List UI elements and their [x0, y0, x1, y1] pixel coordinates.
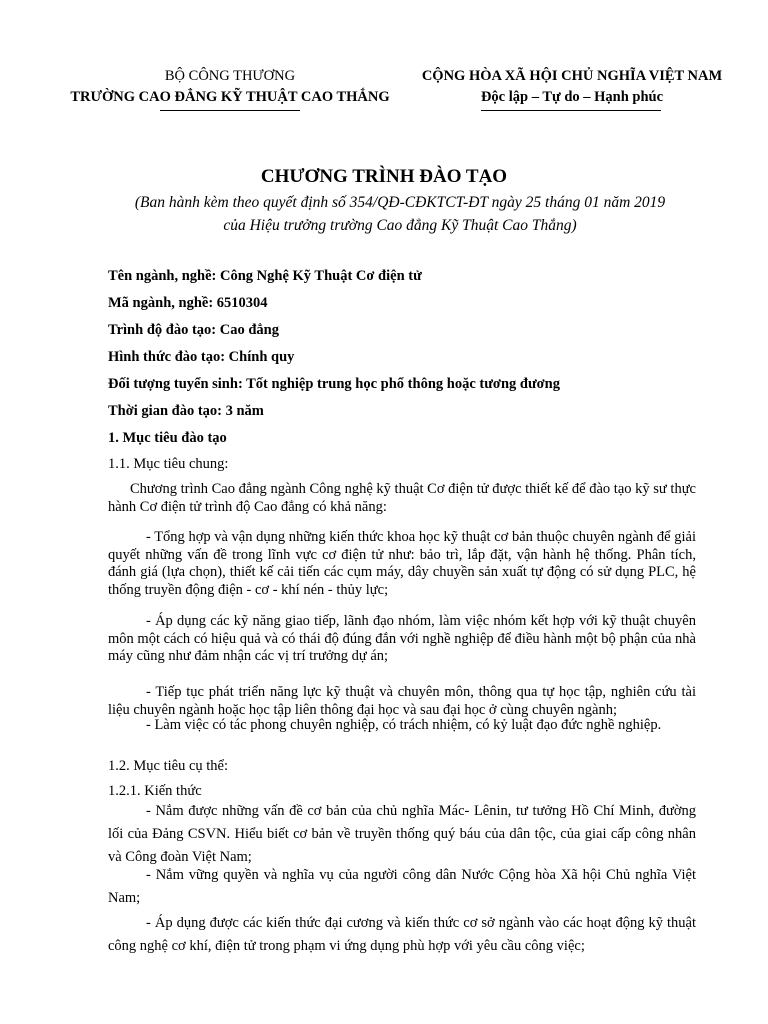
info-line-level: Trình độ đào tạo: Cao đẳng [108, 322, 279, 338]
knowledge-item: - Nắm được những vấn đề cơ bản của chủ nghĩa Mác- Lênin, tư tưởng Hồ Chí Minh, đường lối của Đảng CSVN. Hiểu biết cơ bản về truyền thống quý báu của dân tộc, của giai cấp công nhân và Công đoàn Việt Nam; [108, 803, 696, 865]
general-intro-paragraph: Chương trình Cao đẳng ngành Công nghệ kỹ thuật Cơ điện tử được thiết kế để đào tạo kỹ sư thực hành Cơ điện tử trình độ Cao đẳng có khả năng: [108, 481, 696, 515]
subsection-heading: 1.2.1. Kiến thức [108, 783, 202, 799]
info-line-mode: Hình thức đào tạo: Chính quy [108, 349, 295, 365]
subtitle-line: (Ban hành kèm theo quyết định số 354/QĐ-CĐKTCT-ĐT ngày 25 tháng 01 năm 2019 [134, 194, 666, 211]
ministry-name: BỘ CÔNG THƯƠNG [164, 68, 296, 84]
knowledge-item: - Áp dụng được các kiến thức đại cương và kiến thức cơ sở ngành vào các hoạt động kỹ thuật công nghệ cơ khí, điện tử trong phạm vi ứng dụng phù hợp với yêu cầu công việc; [108, 915, 696, 954]
subsection-heading: 1.1. Mục tiêu chung: [108, 456, 229, 472]
general-objective-item: - Làm việc có tác phong chuyên nghiệp, có trách nhiệm, có kỷ luật đạo đức nghề nghiệp. [146, 717, 662, 733]
info-line-major: Tên ngành, nghề: Công Nghệ Kỹ Thuật Cơ điện tử [108, 268, 422, 284]
general-objective-item: - Áp dụng các kỹ năng giao tiếp, lãnh đạo nhóm, làm việc nhóm kết hợp với kỹ thuật chuyên môn một cách có hiệu quả và có thái độ đúng đắn với nghề nghiệp để điều hành một bộ phận của nhà máy cũng như đảm nhận các vị trí trưởng dự án; [108, 613, 696, 664]
document-subtitle [60, 191, 740, 237]
national-motto: Độc lập – Tự do – Hạnh phúc [480, 89, 664, 105]
info-line-code: Mã ngành, nghề: 6510304 [108, 295, 268, 311]
knowledge-item: - Nắm vững quyền và nghĩa vụ của người công dân Nước Cộng hòa Xã hội Chủ nghĩa Việt Nam; [108, 867, 696, 906]
subsection-heading: 1.2. Mục tiêu cụ thể: [108, 758, 229, 774]
republic-name: CỘNG HÒA XÃ HỘI CHỦ NGHĨA VIỆT NAM [421, 68, 723, 84]
header-right [400, 66, 744, 108]
subtitle-line: của Hiệu trưởng trường Cao đẳng Kỹ Thuật Cao Thắng) [223, 217, 577, 234]
general-objective-item: - Tổng hợp và vận dụng những kiến thức khoa học kỹ thuật cơ bản thuộc chuyên ngành để giải quyết những vấn đề trong lĩnh vực cơ điện tử như: bảo trì, lắp đặt, vận hành hệ thống. Phân tích, đánh giá (lựa chọn), thiết kế cải tiến các cụm máy, dây chuyền sản xuất tự động có sử dụng PLC, hệ thống truyền động điện - cơ - khí nén - thủy lực; [108, 529, 696, 598]
header-left-underline [160, 110, 300, 111]
section-heading: 1. Mục tiêu đào tạo [108, 430, 227, 446]
info-line-enrollment: Đối tượng tuyển sinh: Tốt nghiệp trung học phổ thông hoặc tương đương [108, 376, 560, 392]
general-objective-item: - Tiếp tục phát triển năng lực kỹ thuật và chuyên môn, thông qua tự học tập, nghiên cứu tài liệu chuyên ngành hoặc học tập liên thông đại học và sau đại học ở cùng chuyên ngành; [108, 684, 696, 718]
header-right-underline [481, 110, 661, 111]
document-title: CHƯƠNG TRÌNH ĐÀO TẠO [260, 166, 508, 187]
header-left [40, 66, 420, 108]
school-name: TRƯỜNG CAO ĐẲNG KỸ THUẬT CAO THẮNG [70, 89, 390, 105]
info-line-duration: Thời gian đào tạo: 3 năm [108, 403, 264, 419]
